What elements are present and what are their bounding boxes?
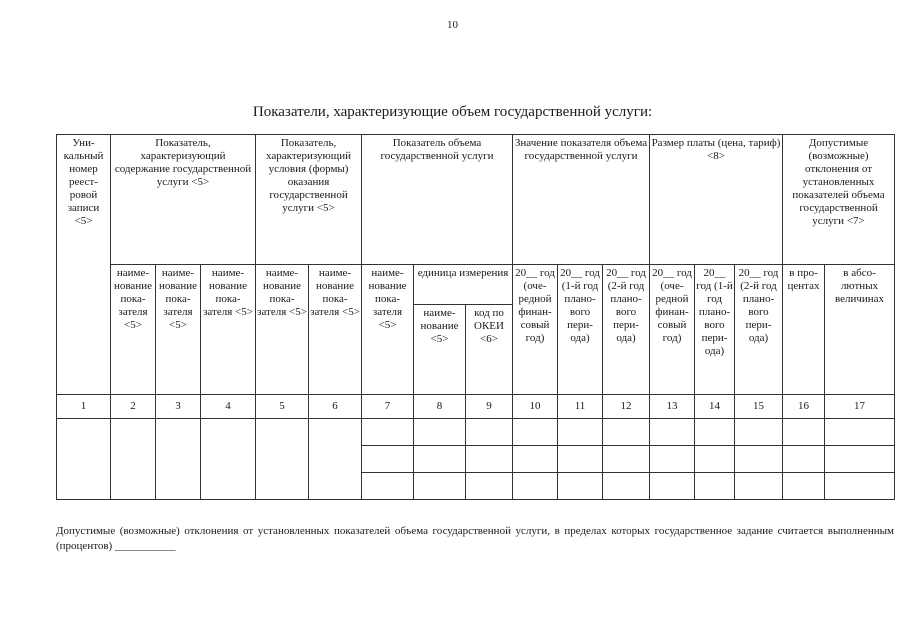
empty-cell [603, 419, 650, 446]
empty-cell [111, 419, 156, 500]
empty-cell [414, 419, 466, 446]
empty-cell [695, 446, 735, 473]
deviation-footnote: Допустимые (возможные) отклонения от установленных показателей объема государственной услуги, в пределах которых государственное задание считается выполненным (процентов) ___________ [56, 525, 894, 552]
subheader-content-name-3: наиме-нование пока-зателя <5> [201, 265, 256, 395]
section-title: Показатели, характеризующие объем государственной услуги: [252, 104, 653, 120]
empty-cell [309, 419, 362, 500]
header-volume-indicator: Показатель объема государственной услуги [362, 135, 513, 265]
empty-cell [362, 446, 414, 473]
subheader-content-name-1: наиме-нование пока-зателя <5> [111, 265, 156, 395]
subheader-unit-okei: код по ОКЕИ <6> [466, 305, 513, 395]
column-number: 11 [558, 395, 603, 419]
empty-cell [466, 419, 513, 446]
empty-cell [650, 419, 695, 446]
empty-cell [695, 419, 735, 446]
empty-cell [57, 419, 111, 500]
empty-cell [414, 446, 466, 473]
column-number: 10 [513, 395, 558, 419]
column-number: 6 [309, 395, 362, 419]
column-number: 3 [156, 395, 201, 419]
subheader-volume-name: наиме-нование пока-зателя <5> [362, 265, 414, 395]
empty-cell [603, 446, 650, 473]
column-number: 7 [362, 395, 414, 419]
empty-cell [414, 473, 466, 500]
column-numbers-row [57, 395, 895, 419]
column-number: 16 [783, 395, 825, 419]
empty-cell [362, 419, 414, 446]
subheader-percent: в про-центах [783, 265, 825, 395]
subheader-year-plan-2: 20__ год (2-й год плано-вого пери-ода) [603, 265, 650, 395]
column-number: 5 [256, 395, 309, 419]
empty-cell [825, 473, 895, 500]
empty-cell [650, 473, 695, 500]
empty-cell [558, 473, 603, 500]
table-row [57, 419, 895, 446]
subheader-absolute: в абсо-лютных величинах [825, 265, 895, 395]
empty-cell [735, 419, 783, 446]
subheader-fee-plan-1: 20__ год (1-й год плано-вого пери-ода) [695, 265, 735, 395]
empty-cell [466, 473, 513, 500]
column-number: 4 [201, 395, 256, 419]
volume-indicators-table [56, 134, 895, 500]
subheader-fee-current: 20__ год (оче-редной финан-совый год) [650, 265, 695, 395]
empty-cell [783, 473, 825, 500]
column-number: 9 [466, 395, 513, 419]
empty-cell [513, 446, 558, 473]
empty-cell [783, 446, 825, 473]
empty-cell [466, 446, 513, 473]
empty-cell [603, 473, 650, 500]
empty-cell [362, 473, 414, 500]
header-fee: Размер платы (цена, тариф) <8> [650, 135, 783, 265]
column-number: 2 [111, 395, 156, 419]
empty-cell [256, 419, 309, 500]
empty-cell [558, 419, 603, 446]
column-number: 8 [414, 395, 466, 419]
empty-cell [825, 446, 895, 473]
header-content-indicator: Показатель, характеризующий содержание государственной услуги <5> [111, 135, 256, 265]
subheader-year-current: 20__ год (оче-редной финан-совый год) [513, 265, 558, 395]
subheader-content-name-2: наиме-нование пока-зателя <5> [156, 265, 201, 395]
header-conditions-indicator: Показатель, характеризующий условия (формы) оказания государственной услуги <5> [256, 135, 362, 265]
subheader-year-plan-1: 20__ год (1-й год плано-вого пери-ода) [558, 265, 603, 395]
empty-cell [650, 446, 695, 473]
empty-cell [156, 419, 201, 500]
subheader-conditions-name-1: наиме-нование пока-зателя <5> [256, 265, 309, 395]
subheader-unit: единица измерения [414, 265, 513, 305]
empty-cell [825, 419, 895, 446]
empty-cell [513, 419, 558, 446]
subheader-conditions-name-2: наиме-нование пока-зателя <5> [309, 265, 362, 395]
column-number: 13 [650, 395, 695, 419]
empty-cell [201, 419, 256, 500]
subheader-unit-name: наиме-нование <5> [414, 305, 466, 395]
header-volume-value: Значение показателя объема государственной услуги [513, 135, 650, 265]
page-number: 10 [447, 19, 458, 31]
empty-cell [735, 446, 783, 473]
empty-cell [735, 473, 783, 500]
empty-cell [695, 473, 735, 500]
column-number: 15 [735, 395, 783, 419]
subheader-fee-plan-2: 20__ год (2-й год плано-вого пери-ода) [735, 265, 783, 395]
header-deviations: Допустимые (возможные) отклонения от установленных показателей объема государственной услуги <7> [783, 135, 895, 265]
column-number: 17 [825, 395, 895, 419]
empty-cell [783, 419, 825, 446]
column-number: 14 [695, 395, 735, 419]
empty-cell [513, 473, 558, 500]
column-number: 1 [57, 395, 111, 419]
empty-cell [558, 446, 603, 473]
header-unique-number: Уни-кальный номер реест-ровой записи <5> [57, 135, 111, 395]
column-number: 12 [603, 395, 650, 419]
